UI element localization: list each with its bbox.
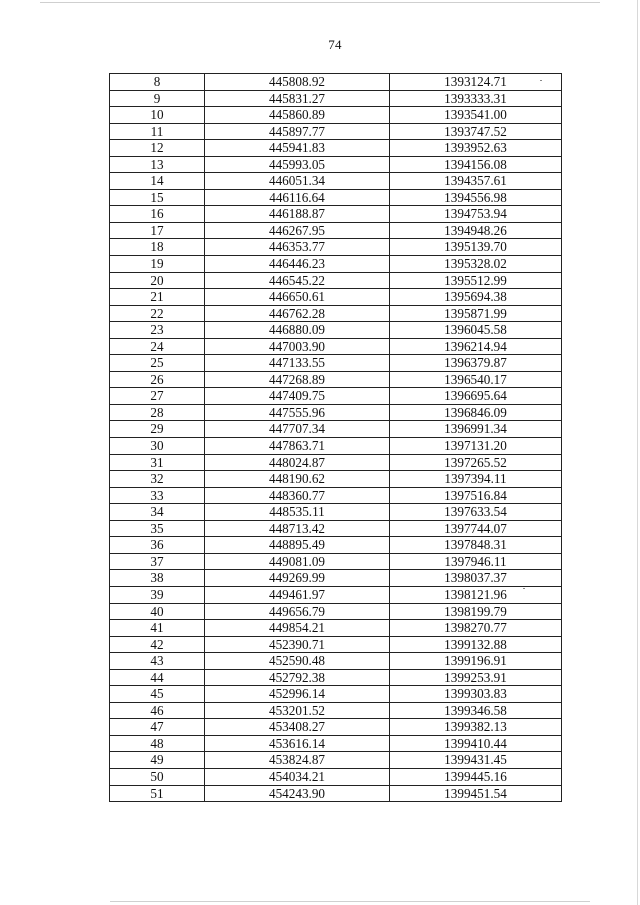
y-coordinate-cell: 1397394.11 xyxy=(390,471,562,488)
x-coordinate-cell: 453616.14 xyxy=(205,735,390,752)
x-coordinate-cell: 447409.75 xyxy=(205,388,390,405)
y-coordinate-cell: 1399196.91 xyxy=(390,653,562,670)
y-coordinate-cell: 1398199.79 xyxy=(390,603,562,620)
x-coordinate-cell: 447707.34 xyxy=(205,421,390,438)
y-coordinate-cell: 1397946.11 xyxy=(390,553,562,570)
x-coordinate-cell: 453824.87 xyxy=(205,752,390,769)
y-coordinate-cell: 1399445.16 xyxy=(390,768,562,785)
table-row xyxy=(110,603,562,620)
coordinates-table xyxy=(109,73,562,802)
table-row xyxy=(110,173,562,190)
table-row xyxy=(110,438,562,455)
table-row xyxy=(110,520,562,537)
y-coordinate-cell: 1396045.58 xyxy=(390,322,562,339)
y-coordinate-cell: 1396540.17 xyxy=(390,371,562,388)
y-coordinate-cell: 1397265.52 xyxy=(390,454,562,471)
x-coordinate-cell: 445831.27 xyxy=(205,90,390,107)
point-number-cell: 27 xyxy=(110,388,205,405)
table-row xyxy=(110,272,562,289)
table-row xyxy=(110,719,562,736)
table-row xyxy=(110,388,562,405)
point-number-cell: 44 xyxy=(110,669,205,686)
point-number-cell: 43 xyxy=(110,653,205,670)
table-row xyxy=(110,421,562,438)
x-coordinate-cell: 454034.21 xyxy=(205,768,390,785)
y-coordinate-cell: 1396991.34 xyxy=(390,421,562,438)
table-row xyxy=(110,785,562,802)
table-row xyxy=(110,454,562,471)
table-row xyxy=(110,222,562,239)
point-number-cell: 45 xyxy=(110,686,205,703)
y-coordinate-cell: 1399431.45 xyxy=(390,752,562,769)
point-number-cell: 38 xyxy=(110,570,205,587)
table-row xyxy=(110,189,562,206)
y-coordinate-cell: 1395512.99 xyxy=(390,272,562,289)
scan-speck xyxy=(523,588,525,589)
point-number-cell: 10 xyxy=(110,107,205,124)
point-number-cell: 18 xyxy=(110,239,205,256)
scan-edge-top xyxy=(40,2,600,3)
x-coordinate-cell: 449461.97 xyxy=(205,586,390,603)
x-coordinate-cell: 453408.27 xyxy=(205,719,390,736)
table-row xyxy=(110,620,562,637)
table-row xyxy=(110,206,562,223)
y-coordinate-cell: 1399303.83 xyxy=(390,686,562,703)
x-coordinate-cell: 452996.14 xyxy=(205,686,390,703)
y-coordinate-cell: 1399382.13 xyxy=(390,719,562,736)
y-coordinate-cell: 1396379.87 xyxy=(390,355,562,372)
y-coordinate-cell: 1398121.96 xyxy=(390,586,562,603)
y-coordinate-cell: 1395139.70 xyxy=(390,239,562,256)
x-coordinate-cell: 445860.89 xyxy=(205,107,390,124)
point-number-cell: 8 xyxy=(110,74,205,91)
table-row xyxy=(110,371,562,388)
point-number-cell: 36 xyxy=(110,537,205,554)
x-coordinate-cell: 452390.71 xyxy=(205,636,390,653)
y-coordinate-cell: 1394753.94 xyxy=(390,206,562,223)
y-coordinate-cell: 1394357.61 xyxy=(390,173,562,190)
point-number-cell: 28 xyxy=(110,404,205,421)
x-coordinate-cell: 445897.77 xyxy=(205,123,390,140)
table-row xyxy=(110,140,562,157)
table-row xyxy=(110,239,562,256)
y-coordinate-cell: 1396846.09 xyxy=(390,404,562,421)
point-number-cell: 20 xyxy=(110,272,205,289)
x-coordinate-cell: 447003.90 xyxy=(205,338,390,355)
table-row xyxy=(110,752,562,769)
point-number-cell: 42 xyxy=(110,636,205,653)
table-row xyxy=(110,702,562,719)
coordinates-table-body xyxy=(110,74,562,802)
y-coordinate-cell: 1393952.63 xyxy=(390,140,562,157)
table-row xyxy=(110,123,562,140)
table-row xyxy=(110,504,562,521)
y-coordinate-cell: 1399132.88 xyxy=(390,636,562,653)
page-number: 74 xyxy=(328,37,342,52)
point-number-cell: 31 xyxy=(110,454,205,471)
x-coordinate-cell: 445808.92 xyxy=(205,74,390,91)
point-number-cell: 33 xyxy=(110,487,205,504)
point-number-cell: 51 xyxy=(110,785,205,802)
x-coordinate-cell: 448895.49 xyxy=(205,537,390,554)
table-row xyxy=(110,686,562,703)
x-coordinate-cell: 447268.89 xyxy=(205,371,390,388)
point-number-cell: 14 xyxy=(110,173,205,190)
point-number-cell: 17 xyxy=(110,222,205,239)
table-row xyxy=(110,537,562,554)
y-coordinate-cell: 1397744.07 xyxy=(390,520,562,537)
point-number-cell: 41 xyxy=(110,620,205,637)
point-number-cell: 29 xyxy=(110,421,205,438)
x-coordinate-cell: 447555.96 xyxy=(205,404,390,421)
x-coordinate-cell: 449656.79 xyxy=(205,603,390,620)
table-row xyxy=(110,669,562,686)
x-coordinate-cell: 446267.95 xyxy=(205,222,390,239)
y-coordinate-cell: 1393541.00 xyxy=(390,107,562,124)
table-row xyxy=(110,305,562,322)
point-number-cell: 30 xyxy=(110,438,205,455)
scan-speck xyxy=(540,80,542,81)
x-coordinate-cell: 446650.61 xyxy=(205,289,390,306)
point-number-cell: 9 xyxy=(110,90,205,107)
y-coordinate-cell: 1398037.37 xyxy=(390,570,562,587)
point-number-cell: 47 xyxy=(110,719,205,736)
table-row xyxy=(110,355,562,372)
y-coordinate-cell: 1399346.58 xyxy=(390,702,562,719)
point-number-cell: 11 xyxy=(110,123,205,140)
y-coordinate-cell: 1398270.77 xyxy=(390,620,562,637)
y-coordinate-cell: 1393333.31 xyxy=(390,90,562,107)
scan-edge-right xyxy=(637,0,638,905)
y-coordinate-cell: 1394556.98 xyxy=(390,189,562,206)
point-number-cell: 32 xyxy=(110,471,205,488)
x-coordinate-cell: 446545.22 xyxy=(205,272,390,289)
y-coordinate-cell: 1393747.52 xyxy=(390,123,562,140)
table-row xyxy=(110,653,562,670)
table-row xyxy=(110,74,562,91)
x-coordinate-cell: 446188.87 xyxy=(205,206,390,223)
x-coordinate-cell: 449081.09 xyxy=(205,553,390,570)
x-coordinate-cell: 449854.21 xyxy=(205,620,390,637)
x-coordinate-cell: 446116.64 xyxy=(205,189,390,206)
table-row xyxy=(110,322,562,339)
x-coordinate-cell: 452792.38 xyxy=(205,669,390,686)
point-number-cell: 34 xyxy=(110,504,205,521)
y-coordinate-cell: 1399253.91 xyxy=(390,669,562,686)
point-number-cell: 40 xyxy=(110,603,205,620)
y-coordinate-cell: 1393124.71 xyxy=(390,74,562,91)
point-number-cell: 24 xyxy=(110,338,205,355)
x-coordinate-cell: 448535.11 xyxy=(205,504,390,521)
point-number-cell: 39 xyxy=(110,586,205,603)
y-coordinate-cell: 1399451.54 xyxy=(390,785,562,802)
y-coordinate-cell: 1394948.26 xyxy=(390,222,562,239)
y-coordinate-cell: 1397848.31 xyxy=(390,537,562,554)
x-coordinate-cell: 454243.90 xyxy=(205,785,390,802)
table-row xyxy=(110,107,562,124)
table-row xyxy=(110,636,562,653)
x-coordinate-cell: 445993.05 xyxy=(205,156,390,173)
table-row xyxy=(110,90,562,107)
y-coordinate-cell: 1395871.99 xyxy=(390,305,562,322)
point-number-cell: 49 xyxy=(110,752,205,769)
x-coordinate-cell: 448190.62 xyxy=(205,471,390,488)
x-coordinate-cell: 446353.77 xyxy=(205,239,390,256)
y-coordinate-cell: 1396214.94 xyxy=(390,338,562,355)
x-coordinate-cell: 453201.52 xyxy=(205,702,390,719)
x-coordinate-cell: 447863.71 xyxy=(205,438,390,455)
point-number-cell: 16 xyxy=(110,206,205,223)
x-coordinate-cell: 452590.48 xyxy=(205,653,390,670)
table-row xyxy=(110,156,562,173)
x-coordinate-cell: 447133.55 xyxy=(205,355,390,372)
point-number-cell: 21 xyxy=(110,289,205,306)
point-number-cell: 46 xyxy=(110,702,205,719)
table-row xyxy=(110,586,562,603)
y-coordinate-cell: 1395328.02 xyxy=(390,256,562,273)
point-number-cell: 50 xyxy=(110,768,205,785)
point-number-cell: 37 xyxy=(110,553,205,570)
x-coordinate-cell: 448360.77 xyxy=(205,487,390,504)
table-row xyxy=(110,289,562,306)
y-coordinate-cell: 1397131.20 xyxy=(390,438,562,455)
y-coordinate-cell: 1397633.54 xyxy=(390,504,562,521)
x-coordinate-cell: 446762.28 xyxy=(205,305,390,322)
point-number-cell: 26 xyxy=(110,371,205,388)
table-row xyxy=(110,487,562,504)
y-coordinate-cell: 1394156.08 xyxy=(390,156,562,173)
table-row xyxy=(110,553,562,570)
table-row xyxy=(110,471,562,488)
x-coordinate-cell: 446051.34 xyxy=(205,173,390,190)
point-number-cell: 23 xyxy=(110,322,205,339)
table-row xyxy=(110,404,562,421)
point-number-cell: 19 xyxy=(110,256,205,273)
y-coordinate-cell: 1399410.44 xyxy=(390,735,562,752)
x-coordinate-cell: 448713.42 xyxy=(205,520,390,537)
x-coordinate-cell: 446880.09 xyxy=(205,322,390,339)
y-coordinate-cell: 1395694.38 xyxy=(390,289,562,306)
point-number-cell: 13 xyxy=(110,156,205,173)
table-row xyxy=(110,256,562,273)
point-number-cell: 35 xyxy=(110,520,205,537)
point-number-cell: 48 xyxy=(110,735,205,752)
x-coordinate-cell: 446446.23 xyxy=(205,256,390,273)
y-coordinate-cell: 1397516.84 xyxy=(390,487,562,504)
table-row xyxy=(110,768,562,785)
point-number-cell: 25 xyxy=(110,355,205,372)
table-row xyxy=(110,570,562,587)
point-number-cell: 15 xyxy=(110,189,205,206)
table-row xyxy=(110,735,562,752)
point-number-cell: 22 xyxy=(110,305,205,322)
x-coordinate-cell: 445941.83 xyxy=(205,140,390,157)
point-number-cell: 12 xyxy=(110,140,205,157)
scan-edge-bottom xyxy=(110,901,590,902)
x-coordinate-cell: 449269.99 xyxy=(205,570,390,587)
x-coordinate-cell: 448024.87 xyxy=(205,454,390,471)
table-row xyxy=(110,338,562,355)
y-coordinate-cell: 1396695.64 xyxy=(390,388,562,405)
